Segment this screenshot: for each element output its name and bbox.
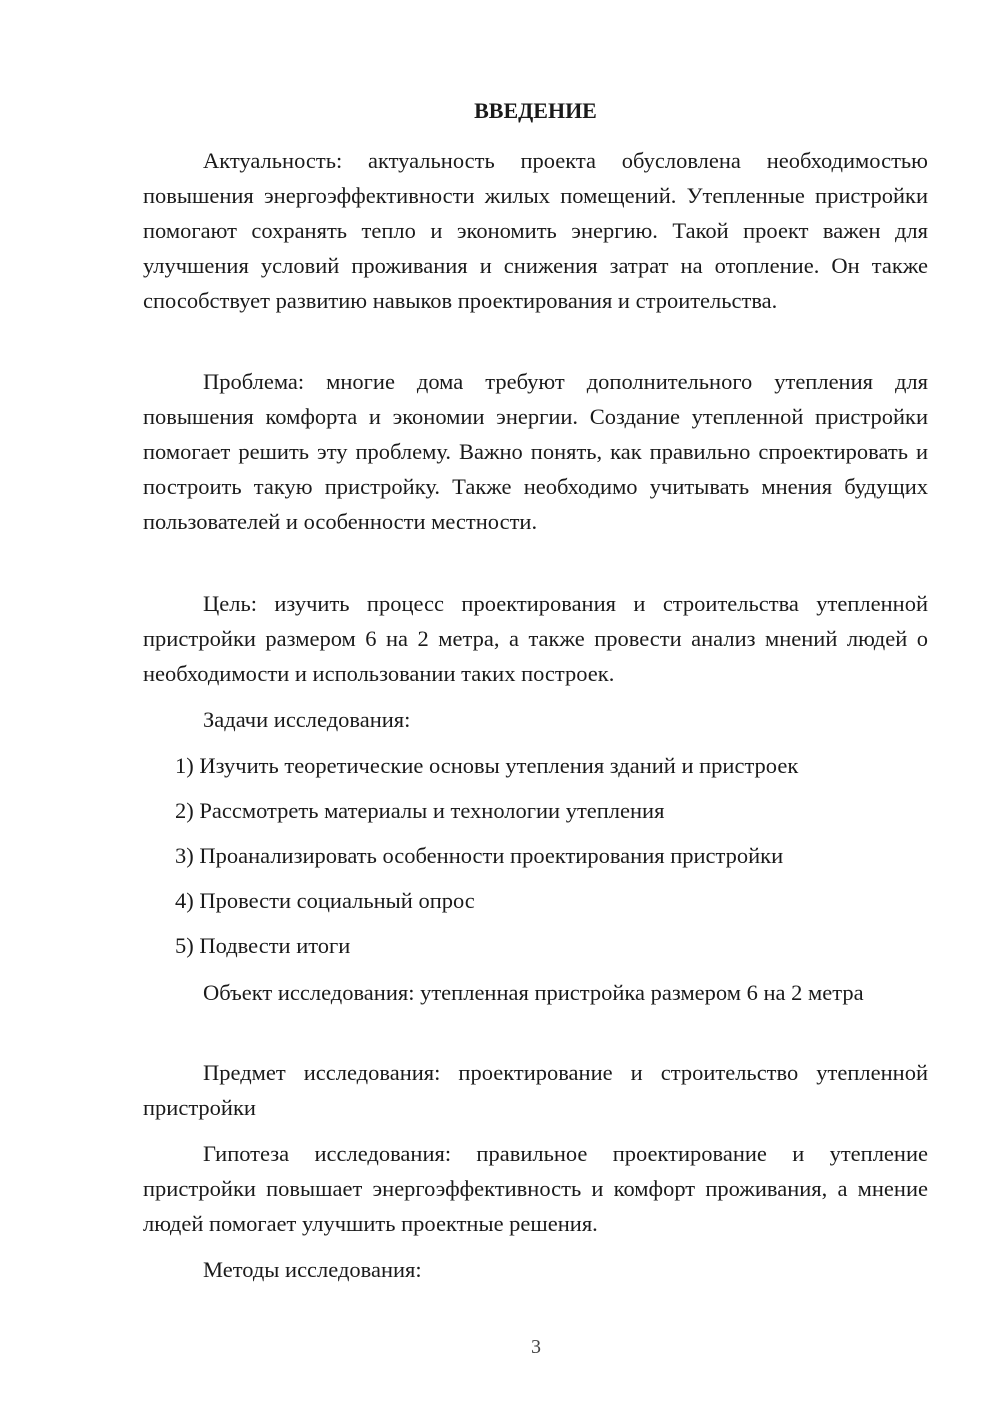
task-item: 4) Провести социальный опрос	[175, 888, 475, 913]
subject-paragraph: Предмет исследования: проектирование и строительство утепленной пристройки	[143, 1060, 928, 1120]
task-item: 5) Подвести итоги	[175, 933, 351, 958]
relevance-paragraph: Актуальность: актуальность проекта обусловлена необходимостью повышения энергоэффективности жилых помещений. Утепленные пристройки помогают сохранять тепло и экономить энергию. Такой проект важен для улучшения условий проживания и снижения затрат на отопление. Он также способствует развитию навыков проектирования и строительства.	[143, 148, 928, 313]
methods-heading: Методы исследования:	[203, 1257, 422, 1282]
hypothesis-paragraph: Гипотеза исследования: правильное проектирование и утепление пристройки повышает энергоэффективность и комфорт проживания, а мнение людей помогает улучшить проектные решения.	[143, 1141, 928, 1236]
goal-paragraph: Цель: изучить процесс проектирования и строительства утепленной пристройки размером 6 на 2 метра, а также провести анализ мнений людей о необходимости и использовании таких построек.	[143, 591, 928, 686]
task-item: 2) Рассмотреть материалы и технологии утепления	[175, 798, 665, 823]
page-number: 3	[531, 1336, 541, 1358]
task-item: 3) Проанализировать особенности проектирования пристройки	[175, 843, 784, 868]
tasks-heading: Задачи исследования:	[203, 707, 411, 732]
problem-paragraph: Проблема: многие дома требуют дополнительного утепления для повышения комфорта и экономии энергии. Создание утепленной пристройки помогает решить эту проблему. Важно понять, как правильно спроектировать и построить такую пристройку. Также необходимо учитывать мнения будущих пользователей и особенности местности.	[143, 369, 928, 534]
object-paragraph: Объект исследования: утепленная пристройка размером 6 на 2 метра	[203, 980, 864, 1005]
page-title: ВВЕДЕНИЕ	[474, 98, 597, 123]
task-item: 1) Изучить теоретические основы утепления зданий и пристроек	[175, 753, 799, 778]
